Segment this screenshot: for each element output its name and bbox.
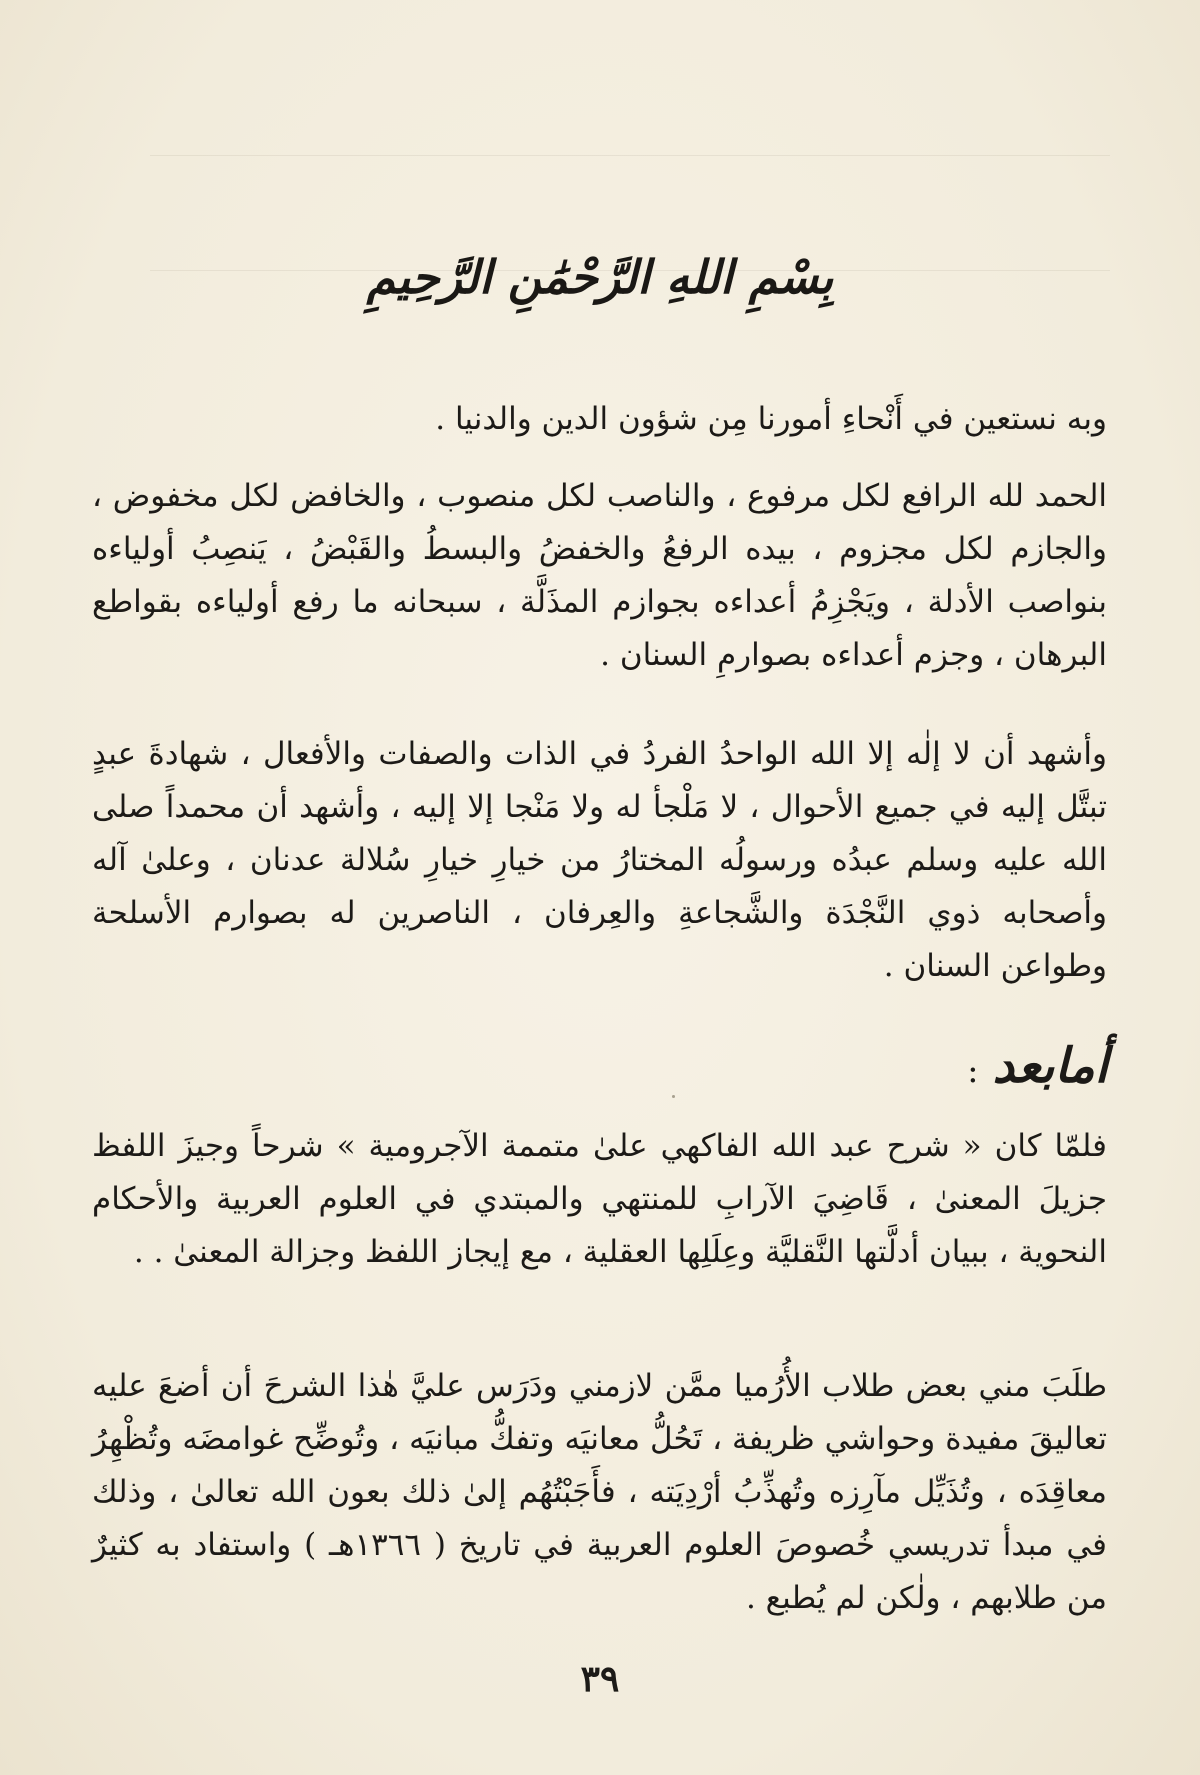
amma-baad-colon: : — [967, 1051, 979, 1091]
praise-paragraph: الحمد لله الرافع لكل مرفوع ، والناصب لكل منصوب ، والخافض لكل مخفوض ، والجازم لكل مجزوم ، بيده الرفعُ والخفضُ والبسطُ والقَبْضُ ، يَنصِبُ أولياءه بنواصب الأدلة ، ويَجْزِمُ أعداءه بجوازم المذَلَّة ، سبحانه ما رفع أولياءه بقواطع البرهان ، وجزم أعداءه بصوارمِ السنان . — [92, 478, 1107, 673]
bleed-through-line — [150, 155, 1110, 156]
request-paragraph: طلَبَ مني بعض طلاب الأُرُميا ممَّن لازمني ودَرَس عليَّ هٰذا الشرحَ أن أضعَ عليه تعاليقَ مفيدة وحواشي ظريفة ، تَحُلُّ معانيَه وتفكُّ مبانيَه ، وتُوضِّح غوامضَه وتُظْهِرُ معاقِدَه ، وتُذَيِّل مآرِزه وتُهذِّبُ أرْدِيَته ، فأَجَبْتُهُم إلىٰ ذلك بعون الله تعالىٰ ، وذلك في مبدأ تدريسي خُصوصَ العلوم العربية في تاريخ ( ١٣٦٦هـ ) واستفاد به كثيرٌ من طلابهم ، ولٰكن لم يُطبع . — [92, 1368, 1108, 1616]
basmala-heading: بِسْمِ اللهِ الرَّحْمَٰنِ الرَّحِيمِ — [366, 250, 834, 304]
testimony-paragraph: وأشهد أن لا إلٰه إلا الله الواحدُ الفردُ في الذات والصفات والأفعال ، شهادةَ عبدٍ تبتَّل إليه في جميع الأحوال ، لا مَلْجأ له ولا مَنْجا إلا إليه ، وأشهد أن محمداً صلى الله عليه وسلم عبدُه ورسولُه المختارُ من خيارِ خيارِ سُلالة عدنان ، وعلىٰ آله وأصحابه ذوي النَّجْدَة والشَّجاعةِ والعِرفان ، الناصرين له بصوارم الأسلحة وطواعن السنان . — [92, 736, 1107, 984]
paper-speck — [672, 1095, 675, 1098]
book-description-paragraph: فلمّا كان « شرح عبد الله الفاكهي علىٰ متممة الآجرومية » شرحاً وجيزَ اللفظ جزيلَ المعنىٰ ، قَاضِيَ الآرابِ للمنتهي والمبتدي في العلوم العربية والأحكام النحوية ، ببيان أدلَّتها النَّقليَّة وعِلَلِها العقلية ، مع إيجاز اللفظ وجزالة المعنىٰ . . — [92, 1128, 1107, 1270]
amma-baad-heading — [967, 1038, 1108, 1094]
amma-baad-text: أمابعد — [992, 1038, 1108, 1094]
opening-line: وبه نستعين في أَنْحاءِ أمورنا مِن شؤون الدين والدنيا . — [435, 401, 1107, 437]
page-number: ٣٩ — [580, 1658, 620, 1700]
